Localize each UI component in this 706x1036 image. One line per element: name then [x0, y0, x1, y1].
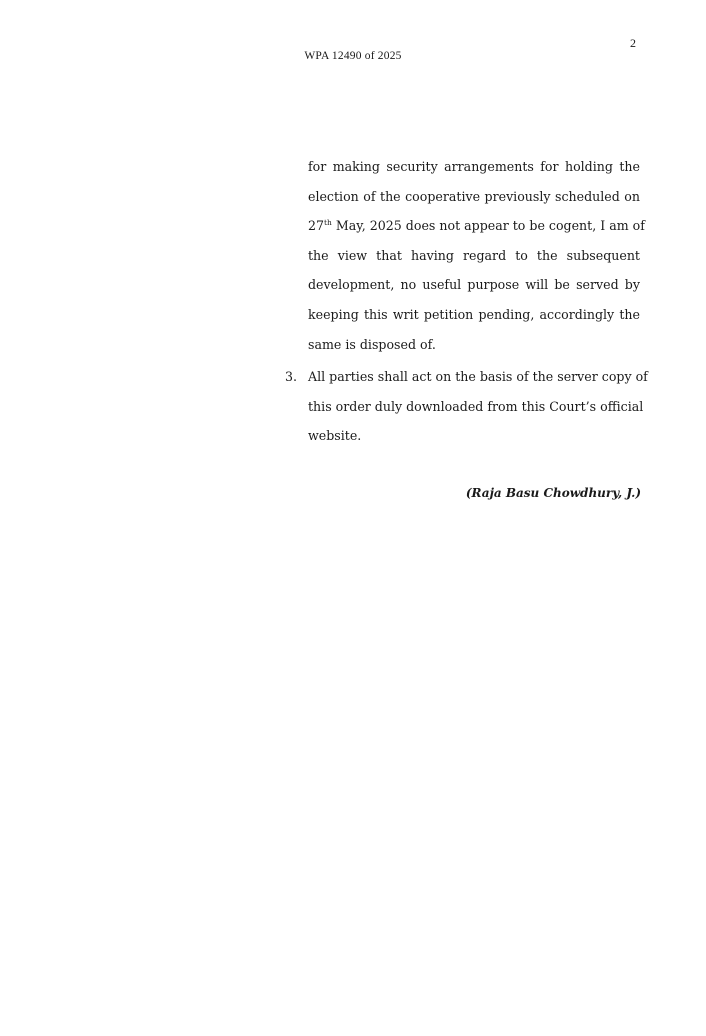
paragraph-number: 3. — [285, 369, 298, 384]
paragraph-line: keeping this writ petition pending, accordingly the — [308, 306, 640, 322]
date-line-rest: May, 2025 does not appear to be cogent, I am of — [335, 218, 645, 234]
page-number: 2 — [630, 36, 636, 50]
judge-signature: (Raja Basu Chowdhury, J.) — [465, 486, 641, 500]
paragraph-line-date — [308, 211, 645, 241]
paragraph-line: All parties shall act on the basis of the server copy of — [308, 369, 648, 384]
paragraph-line: election of the cooperative previously scheduled on — [308, 188, 640, 204]
paragraph-line: this order duly downloaded from this Court’s official — [308, 398, 644, 414]
continued-paragraph — [308, 152, 645, 359]
paragraph-line: development, no useful purpose will be served by — [308, 277, 640, 293]
paragraph-3 — [285, 362, 648, 451]
paragraph-line: the view that having regard to the subsequent — [308, 247, 640, 263]
date-day: 27th — [308, 218, 332, 234]
paragraph-line: website. — [308, 428, 362, 444]
case-number-header: WPA 12490 of 2025 — [304, 50, 402, 62]
date-ordinal-suffix: th — [324, 218, 332, 228]
paragraph-line: same is disposed of. — [308, 336, 436, 352]
paragraph-line: for making security arrangements for holding the — [308, 159, 640, 174]
